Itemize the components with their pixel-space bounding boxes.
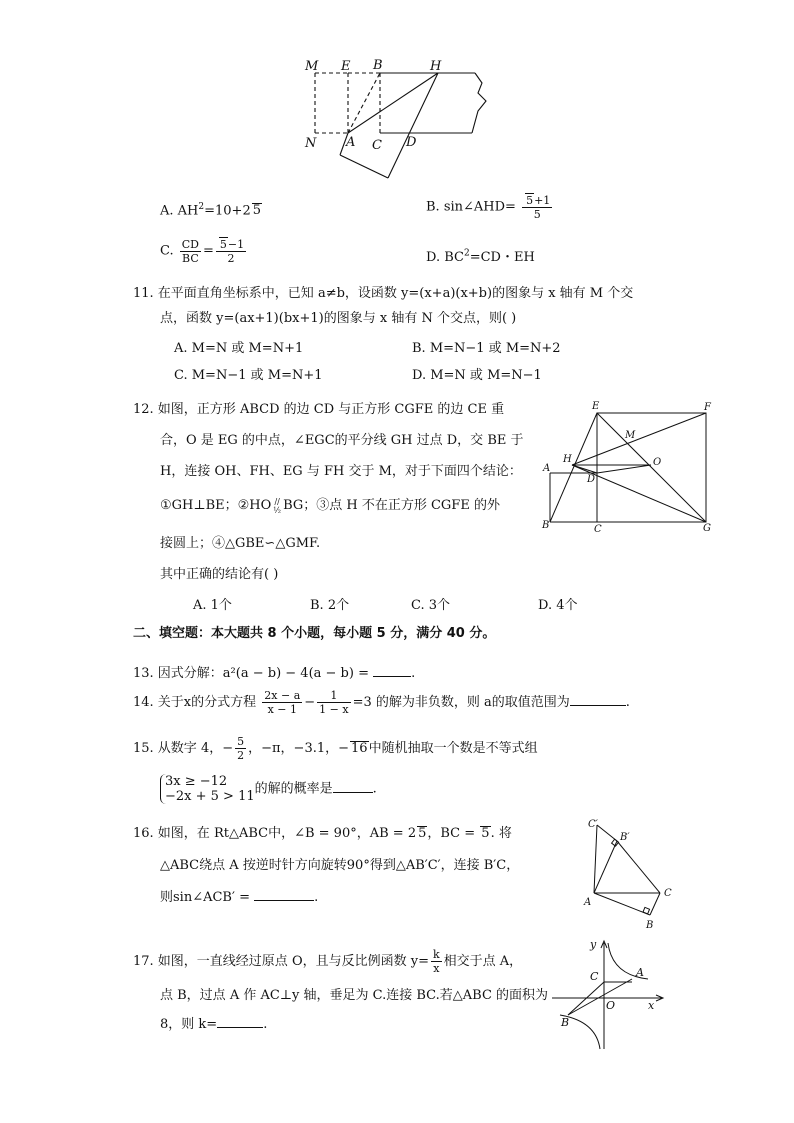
q12-option-c: C. 3个 (411, 598, 451, 613)
q17-line-1: 17. 如图，一直线经过原点 O，且与反比例函数 y= $\frac{k}{x}$ 相交于点 A， (133, 948, 523, 975)
q15-line-2: 3x ≥ −12 −2x + 5 > 11 的解的概率是 . (160, 774, 377, 804)
figure-q17 (548, 935, 668, 1055)
inequality-system: 3x ≥ −12 −2x + 5 > 11 (160, 774, 255, 804)
q12-option-a: A. 1个 (193, 598, 232, 613)
q12-line-5: 接圆上；④△GBE∽△GMF. (160, 536, 321, 551)
fig12-label-E: E (592, 401, 600, 412)
fig10-label-A: A (346, 135, 356, 150)
q16-line-2: △ABC绕点 A 按逆时针方向旋转90°得到△AB′C′，连接 B′C， (160, 858, 520, 873)
fig12-label-B: B (542, 520, 550, 531)
fig16-label-A: A (584, 897, 592, 908)
q12-line-6: 其中正确的结论有( ) (160, 567, 279, 582)
fig12-label-F: F (704, 402, 711, 413)
fig17-label-A: A (636, 966, 644, 979)
q10-option-a: A. $AH^2=10+2$ 5 (160, 202, 262, 219)
q11-line-2: 点，函数 y=(ax+1)(bx+1)的图象与 x 轴有 N 个交点，则( ) (160, 311, 517, 326)
fig10-label-M: M (305, 59, 319, 74)
q15-answer-blank (333, 792, 373, 793)
fig12-label-A: A (543, 463, 551, 474)
q11-line-1: 11. 在平面直角坐标系中，已知 a≠b，设函数 y=(x+a)(x+b)的图象与 x 轴有 M 个交 (133, 286, 634, 301)
fig17-label-B: B (561, 1016, 570, 1029)
q11-option-a: A. M=N 或 M=N+1 (174, 341, 304, 356)
q13-answer-blank (373, 676, 411, 677)
q12-line-2: 合，O 是 EG 的中点，∠EGC的平分线 GH 过点 D，交 BE 于 (160, 433, 524, 448)
q11-option-c: C. M=N−1 或 M=N+1 (174, 368, 323, 383)
fig12-label-O: O (653, 457, 662, 468)
fig16-label-B: B (646, 920, 654, 931)
figure-q16 (580, 815, 680, 935)
q10-option-c: C. $\frac{CD}{BC}$ = $\frac{5-1}{2}$ (160, 237, 245, 265)
fig12-label-C: C (594, 524, 602, 535)
q10-option-b: B. sin∠AHD= $\frac{5+1}{5}$ (426, 194, 551, 221)
q14-answer-blank (570, 705, 626, 706)
fig17-label-x: x (648, 999, 655, 1012)
fig16-label-C: C (664, 888, 672, 899)
q14: 14. 关于x的分式方程 $\frac{2x - a}{x - 1}$ − $\frac{1}{1 - x}$ =3 的解为非负数，则 a的取值范围为 . (133, 689, 630, 716)
fig10-label-C: C (372, 138, 382, 153)
q13: 13. 因式分解：a²(a − b) − 4(a − b) = . (133, 666, 416, 681)
fig12-label-G: G (703, 523, 711, 534)
figure-q10 (300, 55, 500, 185)
q17-line-2: 点 B，过点 A 作 AC⊥y 轴，垂足为 C.连接 BC.若△ABC 的面积为 (160, 988, 549, 1003)
q15-line-1: 15. 从数字 4，− $\frac{5}{2}$ ，−π，−3.1，− 16中随机抽取一个数是不等式组 (133, 735, 538, 762)
q17-answer-blank (217, 1027, 263, 1028)
fig10-label-D: D (406, 135, 417, 150)
fig16-label-C-prime: C′ (588, 819, 598, 830)
fig17-label-O: O (606, 999, 616, 1012)
fig17-label-y: y (590, 938, 597, 951)
fig10-label-N: N (305, 136, 317, 151)
q12-line-1: 12. 如图，正方形 ABCD 的边 CD 与正方形 CGFE 的边 CE 重 (133, 402, 505, 417)
figure-q12 (540, 398, 720, 536)
q16-answer-blank (254, 900, 314, 901)
fig10-label-B: B (373, 58, 383, 73)
q16-line-1: 16. 如图，在 Rt△ABC中，∠B = 90°，AB = 2 5，BC = 5. 将 (133, 826, 512, 841)
q11-option-d: D. M=N 或 M=N−1 (412, 368, 542, 383)
fig16-label-B-prime: B′ (620, 832, 630, 843)
fig10-label-E: E (341, 59, 351, 74)
q12-option-b: B. 2个 (310, 598, 350, 613)
fig17-label-C: C (590, 970, 599, 983)
q10-option-d: D. $BC^2=CD$・EH (426, 248, 535, 265)
fig12-label-M: M (625, 430, 636, 441)
q12-line-4: ①GH⊥BE；②HO // ½ BG；③点 H 不在正方形 CGFE 的外 (160, 496, 500, 515)
fig12-label-D: D (587, 474, 596, 485)
fig10-label-H: H (430, 59, 442, 74)
q16-line-3: 则sin∠ACB′ = . (160, 890, 319, 905)
section-2-title: 二、填空题：本大题共 8 个小题，每小题 5 分，满分 40 分。 (133, 626, 496, 641)
q11-option-b: B. M=N−1 或 M=N+2 (412, 341, 561, 356)
fig12-label-H: H (563, 454, 572, 465)
q12-line-3: H，连接 OH、FH、EG 与 FH 交于 M，对于下面四个结论： (160, 464, 522, 479)
q17-line-3: 8，则 k= . (160, 1017, 268, 1032)
q12-option-d: D. 4个 (538, 598, 578, 613)
